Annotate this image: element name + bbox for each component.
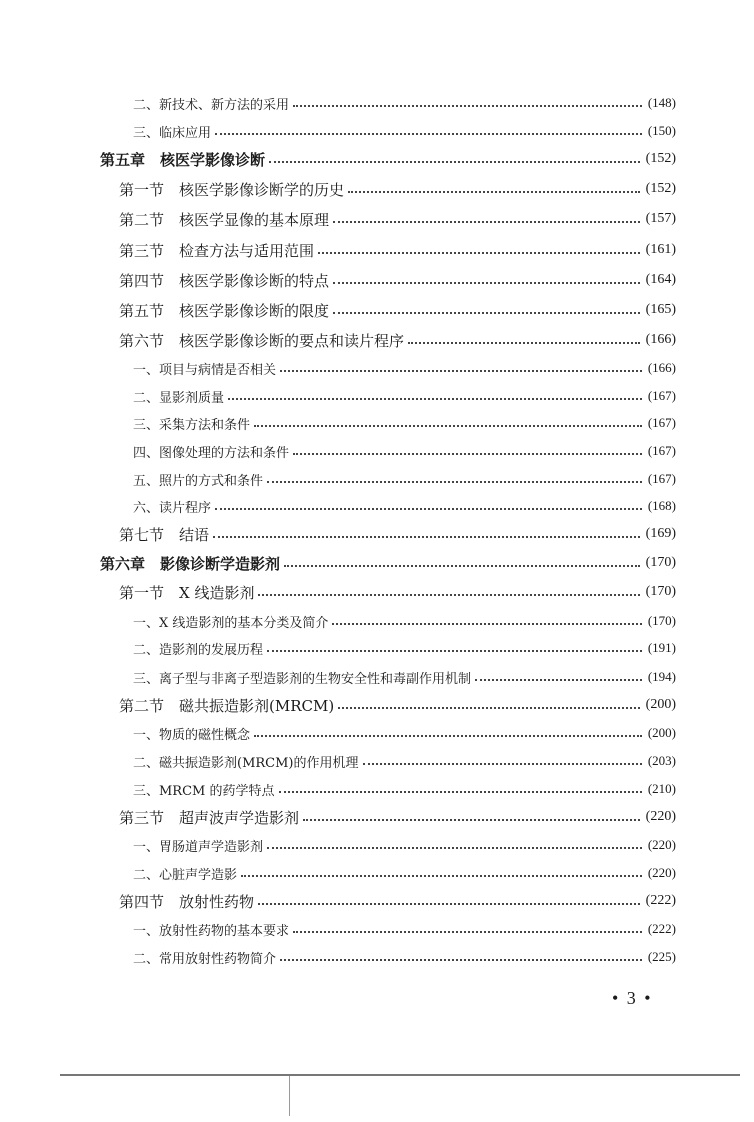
toc-row (119, 205, 676, 233)
entry-title: 一、项目与病情是否相关 (133, 362, 277, 378)
toc-row (133, 465, 676, 493)
dot-leader (333, 282, 640, 284)
toc-chapter-entry (0, 549, 754, 577)
toc-row (133, 831, 676, 859)
entry-title: 三、离子型与非离子型造影剂的生物安全性和毒副作用机制 (133, 671, 472, 687)
entry-title: 三、采集方法和条件 (133, 417, 251, 433)
toc-subsection-entry (0, 409, 754, 437)
entry-page: (165) (645, 302, 676, 317)
entry-title: 第一节 核医学影像诊断学的历史 (119, 180, 345, 199)
toc-row (119, 691, 676, 719)
toc-row (133, 117, 676, 145)
entry-title: 第三节 检查方法与适用范围 (119, 241, 315, 260)
entry-title: 二、显影剂质量 (133, 390, 225, 406)
entry-page: (161) (645, 242, 676, 257)
entry-page: (167) (647, 471, 676, 486)
dot-leader (338, 707, 639, 709)
toc-subsection-entry (0, 89, 754, 117)
entry-page: (200) (647, 725, 676, 740)
toc-row (133, 382, 676, 410)
entry-title: 三、MRCM 的药学特点 (133, 783, 275, 799)
toc-section-entry (0, 887, 754, 915)
entry-title: 第四节 放射性药物 (119, 892, 255, 911)
toc-row (119, 887, 676, 915)
scan-bottom-line (60, 1074, 740, 1076)
toc-row (133, 634, 676, 662)
toc-section-entry (0, 296, 754, 324)
toc-row (133, 409, 676, 437)
entry-page: (166) (647, 360, 676, 375)
toc-subsection-entry (0, 775, 754, 803)
toc-row (100, 145, 676, 173)
entry-title: 第二节 核医学显像的基本原理 (119, 210, 330, 229)
toc-subsection-entry (0, 117, 754, 145)
entry-title: 六、读片程序 (133, 500, 212, 516)
toc-subsection-entry (0, 915, 754, 943)
dot-leader (267, 847, 642, 849)
entry-page: (203) (647, 753, 676, 768)
toc-subsection-entry (0, 607, 754, 635)
toc-chapter-entry (0, 145, 754, 173)
entry-title: 二、心脏声学造影 (133, 867, 238, 883)
entry-title: 第五章 核医学影像诊断 (100, 150, 266, 169)
entry-page: (220) (647, 837, 676, 852)
toc-row (119, 296, 676, 324)
toc-row (133, 775, 676, 803)
toc-row (133, 663, 676, 691)
entry-page: (167) (647, 415, 676, 430)
toc-row (133, 747, 676, 775)
dot-leader (280, 370, 642, 372)
toc-row (119, 266, 676, 294)
toc-section-entry (0, 205, 754, 233)
toc-row (133, 719, 676, 747)
entry-page: (170) (645, 584, 676, 599)
toc-subsection-entry (0, 747, 754, 775)
entry-page: (152) (645, 151, 676, 166)
dot-leader (348, 191, 640, 193)
entry-page: (170) (647, 613, 676, 628)
entry-title: 第一节 X 线造影剂 (119, 583, 255, 602)
dot-leader (293, 931, 642, 933)
entry-page: (220) (645, 809, 676, 824)
toc-row (133, 607, 676, 635)
toc-section-entry (0, 266, 754, 294)
toc-subsection-entry (0, 859, 754, 887)
entry-page: (167) (647, 443, 676, 458)
entry-page: (222) (645, 893, 676, 908)
dot-leader (215, 508, 642, 510)
dot-leader (318, 252, 640, 254)
page-number: • 3 • (612, 988, 653, 1008)
entry-page: (148) (647, 95, 676, 110)
toc-row (133, 859, 676, 887)
toc-subsection-entry (0, 634, 754, 662)
entry-page: (225) (647, 949, 676, 964)
dot-leader (475, 679, 642, 681)
toc-subsection-entry (0, 382, 754, 410)
toc-section-entry (0, 691, 754, 719)
entry-page: (167) (647, 388, 676, 403)
entry-page: (157) (645, 211, 676, 226)
entry-title: 一、放射性药物的基本要求 (133, 923, 290, 939)
dot-leader (258, 594, 639, 596)
entry-page: (150) (647, 123, 676, 138)
toc-section-entry (0, 326, 754, 354)
entry-page: (168) (647, 498, 676, 513)
toc-row (119, 236, 676, 264)
entry-title: 第四节 核医学影像诊断的特点 (119, 271, 330, 290)
toc-section-entry (0, 175, 754, 203)
entry-title: 第七节 结语 (119, 525, 210, 544)
toc-row (100, 549, 676, 577)
dot-leader (213, 536, 640, 538)
toc-subsection-entry (0, 831, 754, 859)
entry-title: 二、造影剂的发展历程 (133, 642, 264, 658)
toc-section-entry (0, 803, 754, 831)
entry-title: 二、新技术、新方法的采用 (133, 97, 290, 113)
toc-subsection-entry (0, 437, 754, 465)
dot-leader (408, 342, 640, 344)
toc-row (133, 89, 676, 117)
toc-subsection-entry (0, 943, 754, 971)
dot-leader (269, 161, 640, 163)
entry-title: 二、常用放射性药物简介 (133, 951, 277, 967)
dot-leader (333, 312, 640, 314)
toc-section-entry (0, 520, 754, 548)
dot-leader (258, 903, 640, 905)
dot-leader (254, 425, 642, 427)
dot-leader (241, 875, 642, 877)
entry-title: 一、X 线造影剂的基本分类及简介 (133, 615, 329, 631)
toc-row (119, 803, 676, 831)
entry-title: 二、磁共振造影剂(MRCM)的作用机理 (133, 755, 359, 771)
entry-title: 第二节 磁共振造影剂(MRCM) (119, 696, 335, 715)
dot-leader (284, 565, 640, 567)
entry-title: 第五节 核医学影像诊断的限度 (119, 301, 330, 320)
toc-section-entry (0, 236, 754, 264)
toc-section-entry (0, 578, 754, 606)
toc-subsection-entry (0, 492, 754, 520)
dot-leader (267, 650, 642, 652)
toc-subsection-entry (0, 465, 754, 493)
entry-page: (194) (647, 669, 676, 684)
entry-page: (152) (645, 181, 676, 196)
toc-row (133, 354, 676, 382)
entry-page: (164) (645, 272, 676, 287)
dot-leader (363, 763, 642, 765)
entry-page: (220) (647, 865, 676, 880)
dot-leader (254, 735, 642, 737)
dot-leader (228, 398, 642, 400)
entry-title: 五、照片的方式和条件 (133, 473, 264, 489)
dot-leader (293, 453, 642, 455)
toc-row (119, 520, 676, 548)
toc-row (133, 943, 676, 971)
entry-title: 一、物质的磁性概念 (133, 727, 251, 743)
entry-title: 第六章 影像诊断学造影剂 (100, 554, 281, 573)
toc-row (119, 175, 676, 203)
toc-row (133, 492, 676, 520)
toc-subsection-entry (0, 354, 754, 382)
dot-leader (279, 791, 642, 793)
entry-title: 一、胃肠道声学造影剂 (133, 839, 264, 855)
dot-leader (215, 133, 642, 135)
toc-row (133, 915, 676, 943)
toc-subsection-entry (0, 719, 754, 747)
entry-title: 第六节 核医学影像诊断的要点和读片程序 (119, 331, 405, 350)
dot-leader (267, 481, 642, 483)
toc-subsection-entry (0, 663, 754, 691)
entry-page: (191) (647, 640, 676, 655)
toc-row (119, 326, 676, 354)
entry-page: (169) (645, 526, 676, 541)
entry-title: 第三节 超声波声学造影剂 (119, 808, 300, 827)
entry-page: (200) (645, 697, 676, 712)
dot-leader (333, 221, 640, 223)
entry-page: (166) (645, 332, 676, 347)
entry-page: (222) (647, 921, 676, 936)
dot-leader (280, 959, 642, 961)
entry-title: 三、临床应用 (133, 125, 212, 141)
dot-leader (293, 105, 642, 107)
entry-page: (170) (645, 555, 676, 570)
scan-fold-line (289, 1076, 290, 1116)
entry-page: (210) (647, 781, 676, 796)
toc-row (133, 437, 676, 465)
entry-title: 四、图像处理的方法和条件 (133, 445, 290, 461)
dot-leader (303, 819, 640, 821)
dot-leader (332, 623, 641, 625)
toc-row (119, 578, 676, 606)
